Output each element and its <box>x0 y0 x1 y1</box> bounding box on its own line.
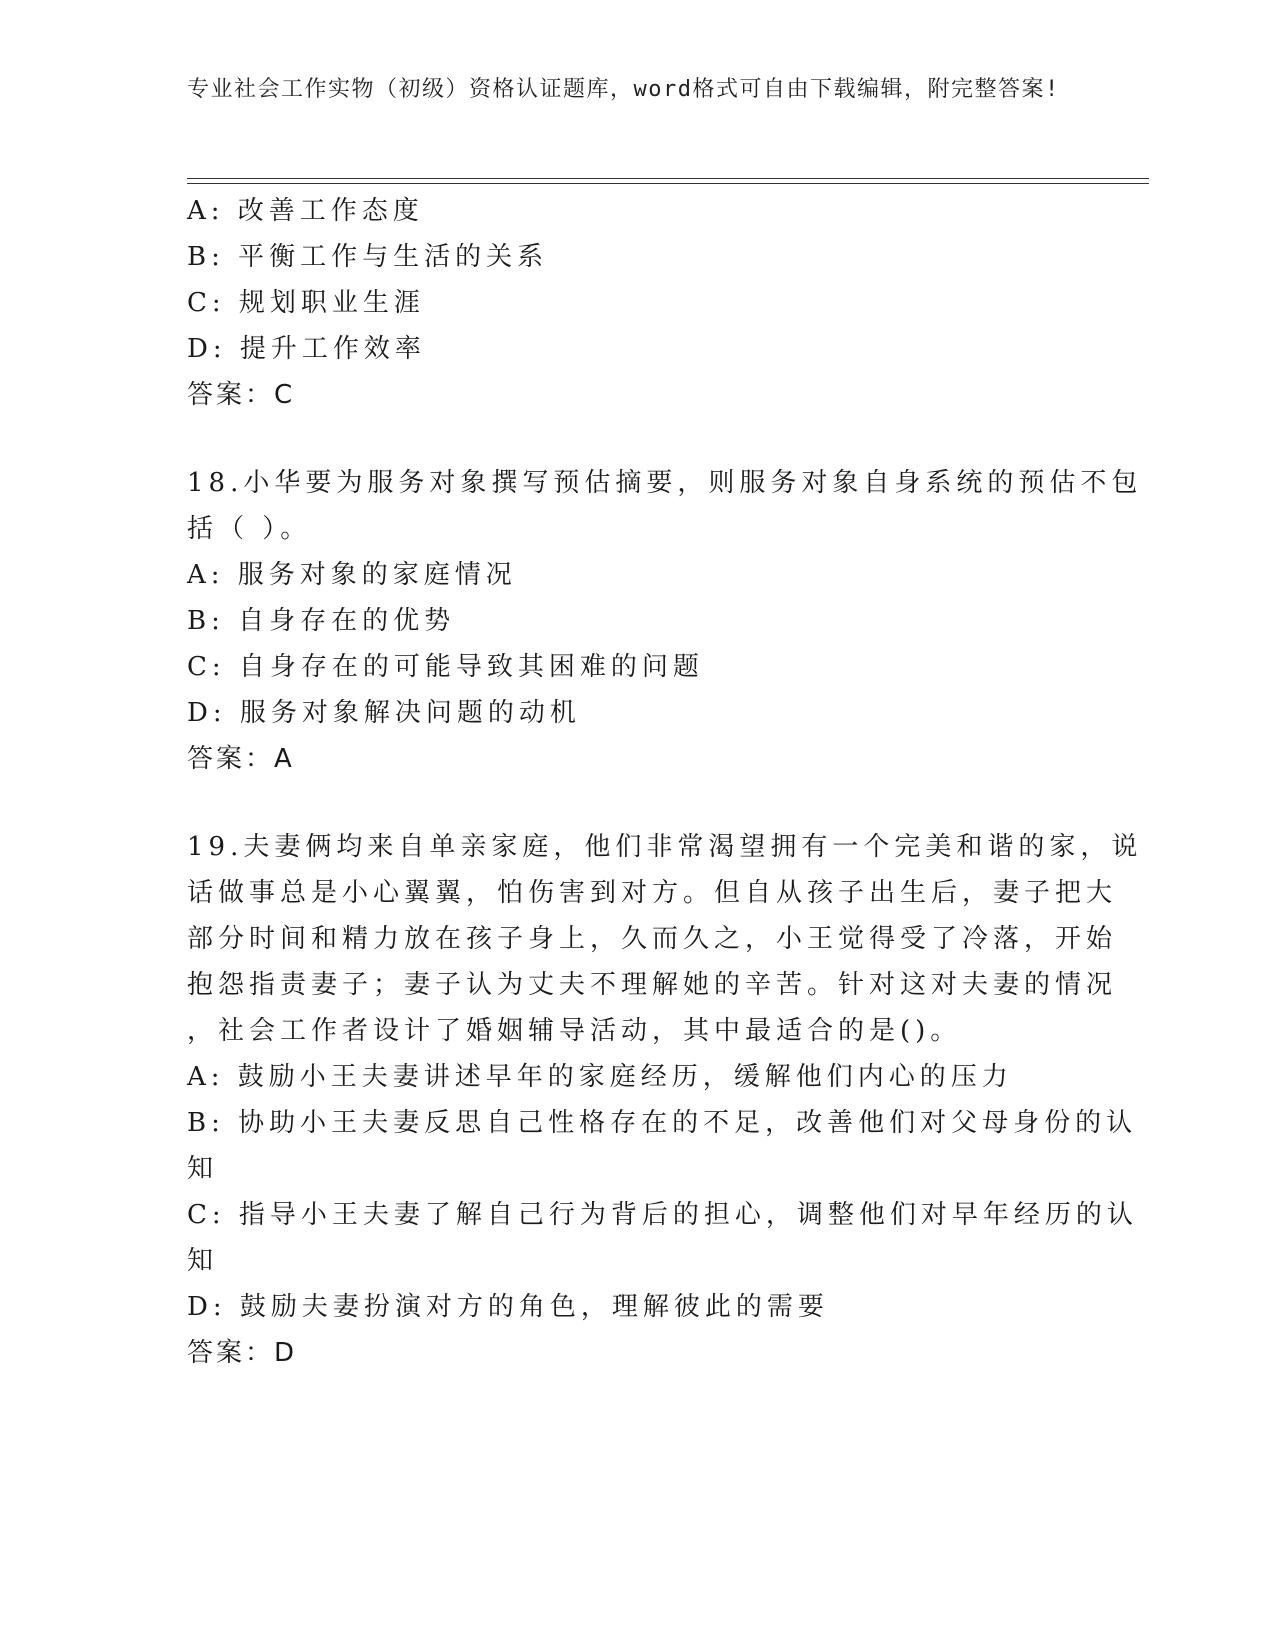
answer-line: 答案：A <box>187 744 295 774</box>
option-c: C: 规划职业生涯 <box>187 288 425 318</box>
question-17-block <box>187 188 1067 418</box>
option-b: B: 自身存在的优势 <box>187 606 456 636</box>
option-c: C: 自身存在的可能导致其困难的问题 <box>187 652 704 682</box>
option-d: D: 服务对象解决问题的动机 <box>187 698 581 728</box>
header-divider-top <box>187 178 1149 179</box>
option-b: B: 平衡工作与生活的关系 <box>187 242 549 272</box>
question-spacer <box>187 782 1067 824</box>
question-stem: 话做事总是小心翼翼，怕伤害到对方。但自从孩子出生后，妻子把大 <box>187 878 1118 908</box>
question-stem: 部分时间和精力放在孩子身上，久而久之，小王觉得受了冷落，开始 <box>187 924 1118 954</box>
option-a: A: 服务对象的家庭情况 <box>187 560 517 590</box>
question-stem: ，社会工作者设计了婚姻辅导活动，其中最适合的是()。 <box>187 1016 962 1046</box>
question-stem: 括（ ）。 <box>187 514 312 544</box>
option-c: C: 指导小王夫妻了解自己行为背后的担心，调整他们对早年经历的认 <box>187 1200 1138 1230</box>
answer-line: 答案：D <box>187 1338 298 1368</box>
question-stem: 18.小华要为服务对象撰写预估摘要，则服务对象自身系统的预估不包 <box>187 468 1143 498</box>
option-d: D: 鼓励夫妻扮演对方的角色，理解彼此的需要 <box>187 1292 829 1322</box>
option-d: D: 提升工作效率 <box>187 334 426 364</box>
document-header-note: 专业社会工作实物（初级）资格认证题库，word格式可自由下载编辑，附完整答案! <box>187 77 1060 102</box>
option-a: A: 改善工作态度 <box>187 196 424 226</box>
option-b: B: 协助小王夫妻反思自己性格存在的不足，改善他们对父母身份的认 <box>187 1108 1138 1138</box>
question-content <box>187 188 1143 1376</box>
question-18-block <box>187 460 1143 782</box>
question-stem: 抱怨指责妻子；妻子认为丈夫不理解她的辛苦。针对这对夫妻的情况 <box>187 970 1118 1000</box>
option-c-continued: 知 <box>187 1246 219 1276</box>
question-spacer <box>187 418 1067 460</box>
question-stem: 19.夫妻俩均来自单亲家庭，他们非常渴望拥有一个完美和谐的家，说 <box>187 832 1143 862</box>
option-a: A: 鼓励小王夫妻讲述早年的家庭经历，缓解他们内心的压力 <box>187 1062 1013 1092</box>
header-divider-bottom <box>187 183 1149 184</box>
answer-line: 答案：C <box>187 380 296 410</box>
question-19-block <box>187 824 1143 1376</box>
option-b-continued: 知 <box>187 1154 219 1184</box>
